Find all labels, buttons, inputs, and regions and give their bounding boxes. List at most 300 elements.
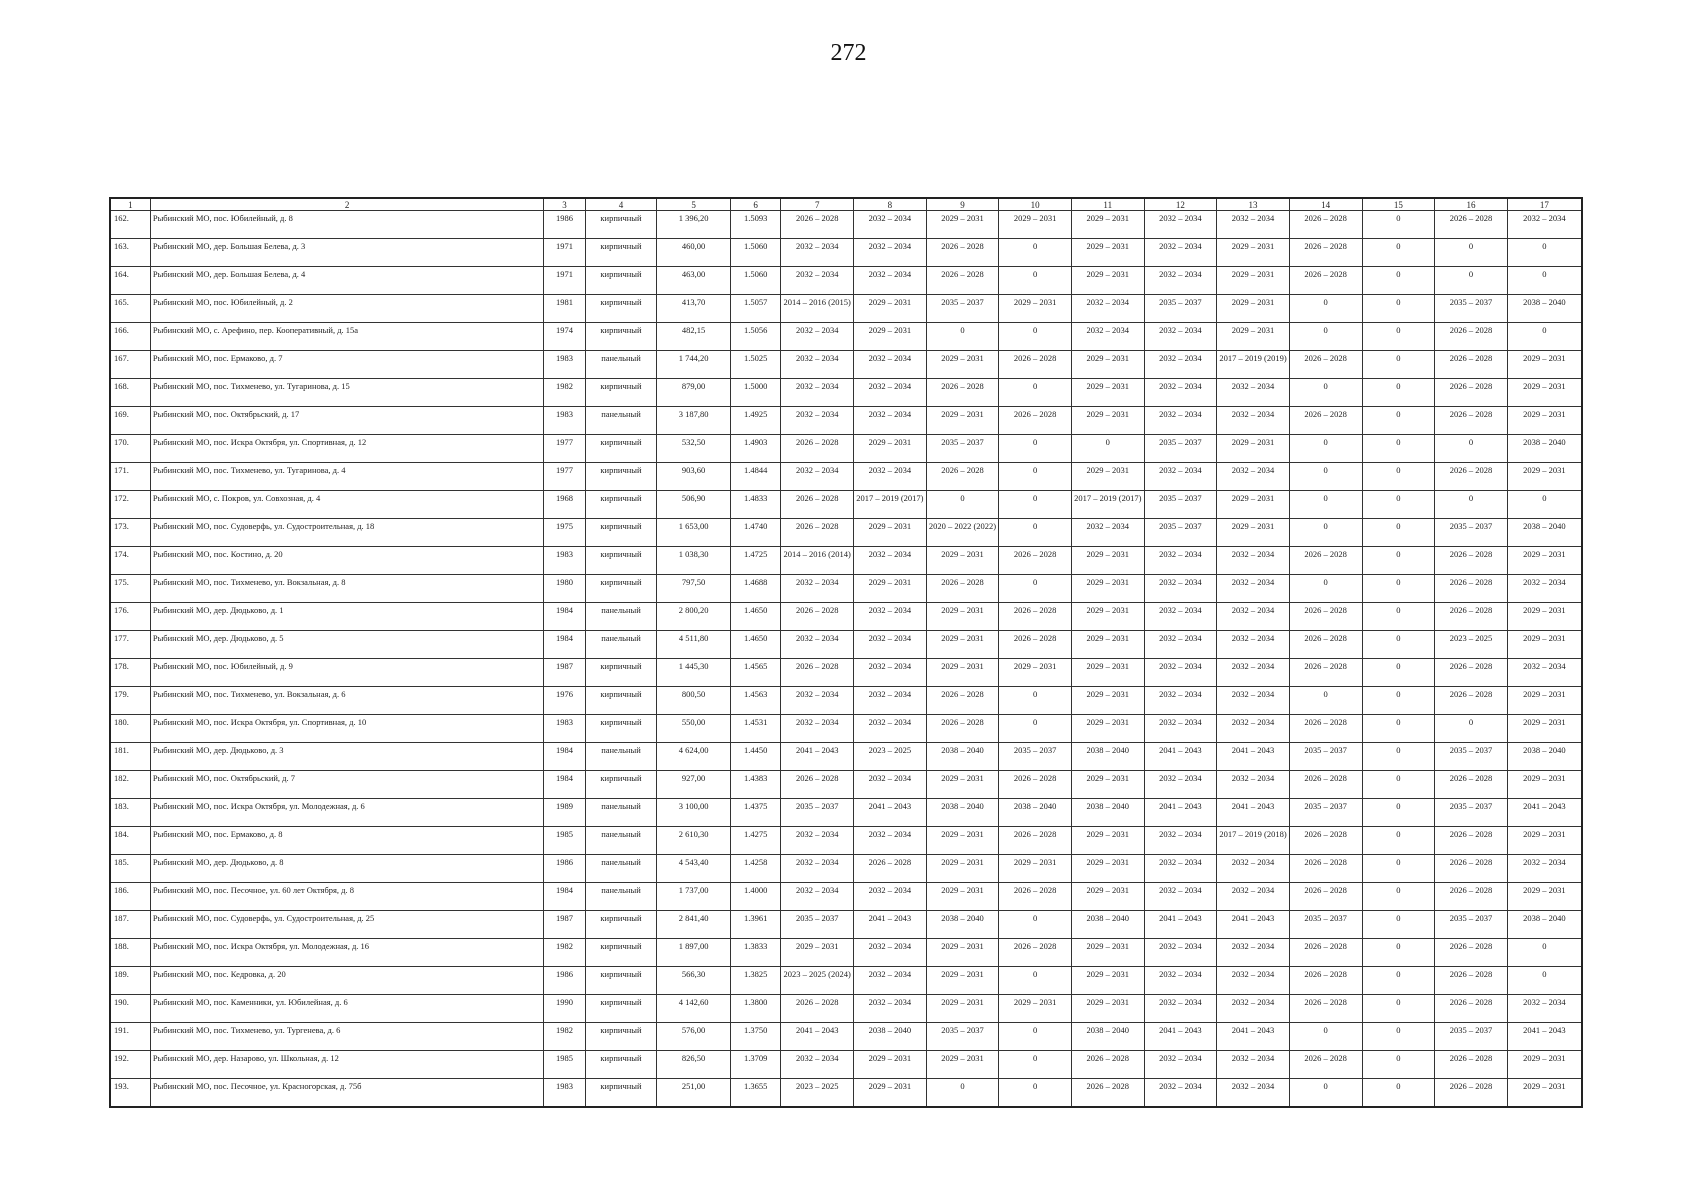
table-cell-col-17: 2032 – 2034	[1507, 995, 1582, 1023]
table-row	[110, 379, 1582, 407]
table-cell-col-17: 0	[1507, 967, 1582, 995]
table-cell-col-4: кирпичный	[585, 211, 657, 239]
table-cell-col-10: 2026 – 2028	[999, 407, 1072, 435]
table-cell-col-13: 2032 – 2034	[1217, 715, 1290, 743]
table-cell-col-9: 2035 – 2037	[926, 1023, 999, 1051]
table-cell-col-11: 2038 – 2040	[1071, 799, 1144, 827]
table-cell-col-13: 2017 – 2019 (2018)	[1217, 827, 1290, 855]
table-cell-col-14: 2035 – 2037	[1289, 743, 1362, 771]
table-cell-col-14: 2026 – 2028	[1289, 351, 1362, 379]
table-cell-col-12: 2032 – 2034	[1144, 463, 1217, 491]
table-cell-col-1: 163.	[110, 239, 150, 267]
housing-repair-schedule-table	[109, 197, 1583, 1108]
table-cell-col-14: 0	[1289, 323, 1362, 351]
table-cell-col-15: 0	[1362, 911, 1435, 939]
table-cell-col-4: кирпичный	[585, 323, 657, 351]
table-cell-col-15: 0	[1362, 1051, 1435, 1079]
table-cell-col-12: 2032 – 2034	[1144, 883, 1217, 911]
table-cell-col-8: 2038 – 2040	[854, 1023, 927, 1051]
table-cell-col-3: 1983	[544, 1079, 585, 1107]
table-cell-col-2: Рыбинский МО, дер. Большая Белева, д. 3	[150, 239, 543, 267]
table-cell-col-4: кирпичный	[585, 1051, 657, 1079]
table-cell-col-10: 0	[999, 435, 1072, 463]
table-cell-col-3: 1974	[544, 323, 585, 351]
table-cell-col-17: 0	[1507, 939, 1582, 967]
table-cell-col-10: 2029 – 2031	[999, 211, 1072, 239]
table-cell-col-14: 2026 – 2028	[1289, 239, 1362, 267]
table-cell-col-10: 2029 – 2031	[999, 995, 1072, 1023]
column-header-1: 1	[110, 198, 150, 211]
table-cell-col-3: 1971	[544, 239, 585, 267]
table-cell-col-7: 2032 – 2034	[781, 715, 854, 743]
table-cell-col-16: 0	[1435, 715, 1508, 743]
table-cell-col-17: 2032 – 2034	[1507, 659, 1582, 687]
table-cell-col-3: 1971	[544, 267, 585, 295]
table-cell-col-3: 1985	[544, 1051, 585, 1079]
table-cell-col-12: 2035 – 2037	[1144, 491, 1217, 519]
table-cell-col-4: панельный	[585, 351, 657, 379]
table-cell-col-6: 1.4275	[730, 827, 780, 855]
table-cell-col-12: 2032 – 2034	[1144, 967, 1217, 995]
table-cell-col-8: 2032 – 2034	[854, 687, 927, 715]
table-cell-col-7: 2032 – 2034	[781, 631, 854, 659]
table-cell-col-10: 0	[999, 911, 1072, 939]
table-cell-col-16: 2035 – 2037	[1435, 743, 1508, 771]
table-cell-col-5: 1 396,20	[657, 211, 731, 239]
table-cell-col-4: кирпичный	[585, 267, 657, 295]
table-cell-col-12: 2032 – 2034	[1144, 771, 1217, 799]
table-row	[110, 911, 1582, 939]
table-row	[110, 267, 1582, 295]
table-cell-col-12: 2032 – 2034	[1144, 323, 1217, 351]
table-cell-col-14: 0	[1289, 295, 1362, 323]
table-cell-col-2: Рыбинский МО, с. Арефино, пер. Кооперативный, д. 15а	[150, 323, 543, 351]
table-cell-col-12: 2035 – 2037	[1144, 295, 1217, 323]
table-cell-col-10: 2026 – 2028	[999, 547, 1072, 575]
table-cell-col-1: 175.	[110, 575, 150, 603]
table-cell-col-17: 2032 – 2034	[1507, 575, 1582, 603]
table-cell-col-14: 2026 – 2028	[1289, 995, 1362, 1023]
table-cell-col-9: 2029 – 2031	[926, 855, 999, 883]
table-cell-col-2: Рыбинский МО, пос. Искра Октября, ул. Спортивная, д. 10	[150, 715, 543, 743]
table-cell-col-13: 2032 – 2034	[1217, 379, 1290, 407]
table-cell-col-16: 2035 – 2037	[1435, 911, 1508, 939]
table-cell-col-4: кирпичный	[585, 435, 657, 463]
table-cell-col-6: 1.5060	[730, 267, 780, 295]
table-cell-col-7: 2026 – 2028	[781, 211, 854, 239]
table-cell-col-16: 0	[1435, 491, 1508, 519]
table-cell-col-2: Рыбинский МО, пос. Тихменево, ул. Тугаринова, д. 15	[150, 379, 543, 407]
table-row	[110, 855, 1582, 883]
table-cell-col-16: 2026 – 2028	[1435, 211, 1508, 239]
table-cell-col-17: 0	[1507, 267, 1582, 295]
table-cell-col-17: 2029 – 2031	[1507, 771, 1582, 799]
table-cell-col-14: 0	[1289, 491, 1362, 519]
table-cell-col-5: 463,00	[657, 267, 731, 295]
table-cell-col-4: кирпичный	[585, 1079, 657, 1107]
table-cell-col-14: 2026 – 2028	[1289, 827, 1362, 855]
table-cell-col-5: 460,00	[657, 239, 731, 267]
table-cell-col-8: 2032 – 2034	[854, 967, 927, 995]
table-cell-col-13: 2032 – 2034	[1217, 883, 1290, 911]
column-header-9: 9	[926, 198, 999, 211]
table-cell-col-1: 185.	[110, 855, 150, 883]
table-cell-col-3: 1986	[544, 211, 585, 239]
table-cell-col-12: 2032 – 2034	[1144, 603, 1217, 631]
table-cell-col-4: кирпичный	[585, 687, 657, 715]
table-cell-col-17: 2038 – 2040	[1507, 519, 1582, 547]
table-cell-col-6: 1.4844	[730, 463, 780, 491]
table-cell-col-4: кирпичный	[585, 1023, 657, 1051]
table-cell-col-10: 0	[999, 379, 1072, 407]
table-cell-col-10: 0	[999, 463, 1072, 491]
column-header-6: 6	[730, 198, 780, 211]
table-row	[110, 1023, 1582, 1051]
table-cell-col-8: 2032 – 2034	[854, 883, 927, 911]
table-cell-col-6: 1.5093	[730, 211, 780, 239]
table-cell-col-17: 2041 – 2043	[1507, 1023, 1582, 1051]
table-cell-col-6: 1.3655	[730, 1079, 780, 1107]
table-row	[110, 799, 1582, 827]
table-cell-col-17: 0	[1507, 491, 1582, 519]
table-cell-col-11: 2029 – 2031	[1071, 239, 1144, 267]
table-cell-col-3: 1982	[544, 379, 585, 407]
table-cell-col-6: 1.3800	[730, 995, 780, 1023]
table-cell-col-15: 0	[1362, 295, 1435, 323]
table-cell-col-7: 2032 – 2034	[781, 407, 854, 435]
table-cell-col-16: 2026 – 2028	[1435, 463, 1508, 491]
table-cell-col-16: 0	[1435, 239, 1508, 267]
table-cell-col-10: 2026 – 2028	[999, 827, 1072, 855]
table-cell-col-11: 2029 – 2031	[1071, 463, 1144, 491]
table-cell-col-2: Рыбинский МО, дер. Дюдьково, д. 5	[150, 631, 543, 659]
table-cell-col-10: 0	[999, 687, 1072, 715]
table-cell-col-14: 2026 – 2028	[1289, 967, 1362, 995]
table-cell-col-7: 2032 – 2034	[781, 239, 854, 267]
table-cell-col-7: 2041 – 2043	[781, 743, 854, 771]
table-cell-col-16: 2035 – 2037	[1435, 1023, 1508, 1051]
table-cell-col-17: 2029 – 2031	[1507, 631, 1582, 659]
table-row	[110, 771, 1582, 799]
table-row	[110, 967, 1582, 995]
table-cell-col-13: 2032 – 2034	[1217, 575, 1290, 603]
table-cell-col-13: 2032 – 2034	[1217, 967, 1290, 995]
table-cell-col-5: 903,60	[657, 463, 731, 491]
table-cell-col-4: кирпичный	[585, 295, 657, 323]
table-cell-col-5: 4 543,40	[657, 855, 731, 883]
table-cell-col-11: 2029 – 2031	[1071, 603, 1144, 631]
table-cell-col-13: 2041 – 2043	[1217, 911, 1290, 939]
table-cell-col-17: 2038 – 2040	[1507, 743, 1582, 771]
table-cell-col-13: 2032 – 2034	[1217, 659, 1290, 687]
table-cell-col-14: 0	[1289, 575, 1362, 603]
table-cell-col-16: 2026 – 2028	[1435, 659, 1508, 687]
table-cell-col-10: 0	[999, 323, 1072, 351]
table-cell-col-6: 1.4650	[730, 631, 780, 659]
table-cell-col-9: 2029 – 2031	[926, 351, 999, 379]
table-cell-col-4: панельный	[585, 407, 657, 435]
table-cell-col-13: 2032 – 2034	[1217, 687, 1290, 715]
table-cell-col-6: 1.4565	[730, 659, 780, 687]
table-cell-col-11: 2029 – 2031	[1071, 855, 1144, 883]
table-cell-col-14: 2026 – 2028	[1289, 407, 1362, 435]
table-cell-col-17: 2032 – 2034	[1507, 211, 1582, 239]
table-cell-col-8: 2041 – 2043	[854, 911, 927, 939]
table-cell-col-2: Рыбинский МО, дер. Назарово, ул. Школьная, д. 12	[150, 1051, 543, 1079]
table-cell-col-6: 1.4688	[730, 575, 780, 603]
table-cell-col-9: 2026 – 2028	[926, 267, 999, 295]
table-cell-col-1: 179.	[110, 687, 150, 715]
table-cell-col-1: 172.	[110, 491, 150, 519]
table-cell-col-11: 2038 – 2040	[1071, 911, 1144, 939]
table-cell-col-16: 2026 – 2028	[1435, 995, 1508, 1023]
table-row	[110, 883, 1582, 911]
table-cell-col-1: 167.	[110, 351, 150, 379]
table-cell-col-13: 2029 – 2031	[1217, 239, 1290, 267]
table-cell-col-2: Рыбинский МО, пос. Юбилейный, д. 2	[150, 295, 543, 323]
table-cell-col-16: 2035 – 2037	[1435, 519, 1508, 547]
table-cell-col-7: 2026 – 2028	[781, 995, 854, 1023]
table-cell-col-1: 166.	[110, 323, 150, 351]
column-header-10: 10	[999, 198, 1072, 211]
table-cell-col-7: 2032 – 2034	[781, 351, 854, 379]
table-cell-col-5: 566,30	[657, 967, 731, 995]
table-cell-col-3: 1984	[544, 883, 585, 911]
table-cell-col-15: 0	[1362, 211, 1435, 239]
table-cell-col-9: 2035 – 2037	[926, 435, 999, 463]
table-cell-col-2: Рыбинский МО, пос. Тихменево, ул. Тугаринова, д. 4	[150, 463, 543, 491]
table-cell-col-5: 826,50	[657, 1051, 731, 1079]
table-row	[110, 1051, 1582, 1079]
table-cell-col-10: 0	[999, 575, 1072, 603]
table-cell-col-16: 2026 – 2028	[1435, 883, 1508, 911]
table-cell-col-7: 2026 – 2028	[781, 491, 854, 519]
table-row	[110, 743, 1582, 771]
table-cell-col-7: 2032 – 2034	[781, 883, 854, 911]
table-cell-col-5: 482,15	[657, 323, 731, 351]
table-cell-col-8: 2032 – 2034	[854, 351, 927, 379]
table-cell-col-10: 0	[999, 1051, 1072, 1079]
column-header-17: 17	[1507, 198, 1582, 211]
table-cell-col-5: 1 744,20	[657, 351, 731, 379]
table-cell-col-3: 1982	[544, 1023, 585, 1051]
column-header-4: 4	[585, 198, 657, 211]
table-cell-col-7: 2032 – 2034	[781, 323, 854, 351]
table-cell-col-4: кирпичный	[585, 659, 657, 687]
table-cell-col-4: кирпичный	[585, 575, 657, 603]
table-cell-col-10: 2026 – 2028	[999, 883, 1072, 911]
table-cell-col-3: 1982	[544, 939, 585, 967]
table-cell-col-7: 2026 – 2028	[781, 603, 854, 631]
table-cell-col-10: 2026 – 2028	[999, 631, 1072, 659]
table-cell-col-9: 2029 – 2031	[926, 883, 999, 911]
table-cell-col-5: 800,50	[657, 687, 731, 715]
table-cell-col-1: 164.	[110, 267, 150, 295]
table-cell-col-9: 2029 – 2031	[926, 771, 999, 799]
table-row	[110, 323, 1582, 351]
table-cell-col-10: 2026 – 2028	[999, 771, 1072, 799]
table-cell-col-16: 2026 – 2028	[1435, 1051, 1508, 1079]
table-row	[110, 407, 1582, 435]
table-cell-col-9: 2026 – 2028	[926, 715, 999, 743]
table-cell-col-6: 1.4650	[730, 603, 780, 631]
table-cell-col-14: 2026 – 2028	[1289, 603, 1362, 631]
table-cell-col-13: 2041 – 2043	[1217, 1023, 1290, 1051]
table-cell-col-10: 2026 – 2028	[999, 351, 1072, 379]
table-cell-col-9: 2029 – 2031	[926, 603, 999, 631]
table-cell-col-6: 1.4450	[730, 743, 780, 771]
table-cell-col-16: 2026 – 2028	[1435, 407, 1508, 435]
table-cell-col-6: 1.5057	[730, 295, 780, 323]
table-cell-col-13: 2041 – 2043	[1217, 743, 1290, 771]
table-cell-col-16: 2026 – 2028	[1435, 379, 1508, 407]
table-cell-col-5: 4 624,00	[657, 743, 731, 771]
table-cell-col-11: 2038 – 2040	[1071, 1023, 1144, 1051]
table-cell-col-6: 1.3961	[730, 911, 780, 939]
table-cell-col-3: 1975	[544, 519, 585, 547]
table-cell-col-6: 1.4725	[730, 547, 780, 575]
table-cell-col-7: 2026 – 2028	[781, 519, 854, 547]
column-header-16: 16	[1435, 198, 1508, 211]
table-cell-col-12: 2032 – 2034	[1144, 631, 1217, 659]
table-cell-col-13: 2029 – 2031	[1217, 323, 1290, 351]
table-cell-col-5: 1 038,30	[657, 547, 731, 575]
table-cell-col-11: 2026 – 2028	[1071, 1051, 1144, 1079]
table-cell-col-13: 2041 – 2043	[1217, 799, 1290, 827]
table-cell-col-11: 2029 – 2031	[1071, 547, 1144, 575]
table-row	[110, 603, 1582, 631]
column-header-3: 3	[544, 198, 585, 211]
table-cell-col-6: 1.3709	[730, 1051, 780, 1079]
table-cell-col-12: 2032 – 2034	[1144, 827, 1217, 855]
table-cell-col-8: 2032 – 2034	[854, 379, 927, 407]
table-cell-col-5: 251,00	[657, 1079, 731, 1107]
table-cell-col-7: 2035 – 2037	[781, 799, 854, 827]
table-cell-col-2: Рыбинский МО, пос. Ермаково, д. 8	[150, 827, 543, 855]
table-cell-col-3: 1977	[544, 435, 585, 463]
table-cell-col-12: 2032 – 2034	[1144, 715, 1217, 743]
table-cell-col-7: 2032 – 2034	[781, 575, 854, 603]
table-cell-col-10: 2029 – 2031	[999, 855, 1072, 883]
column-header-5: 5	[657, 198, 731, 211]
table-cell-col-13: 2032 – 2034	[1217, 631, 1290, 659]
table-cell-col-1: 191.	[110, 1023, 150, 1051]
table-cell-col-8: 2029 – 2031	[854, 295, 927, 323]
table-cell-col-8: 2041 – 2043	[854, 799, 927, 827]
table-cell-col-5: 413,70	[657, 295, 731, 323]
table-cell-col-3: 1989	[544, 799, 585, 827]
table-cell-col-5: 4 511,80	[657, 631, 731, 659]
table-cell-col-17: 2029 – 2031	[1507, 715, 1582, 743]
table-cell-col-6: 1.4925	[730, 407, 780, 435]
table-cell-col-11: 2029 – 2031	[1071, 715, 1144, 743]
table-cell-col-17: 2029 – 2031	[1507, 1079, 1582, 1107]
table-cell-col-10: 0	[999, 1023, 1072, 1051]
table-cell-col-12: 2032 – 2034	[1144, 407, 1217, 435]
table-cell-col-4: кирпичный	[585, 967, 657, 995]
table-row	[110, 631, 1582, 659]
table-cell-col-1: 188.	[110, 939, 150, 967]
table-cell-col-12: 2032 – 2034	[1144, 267, 1217, 295]
table-cell-col-17: 0	[1507, 323, 1582, 351]
table-cell-col-15: 0	[1362, 463, 1435, 491]
table-cell-col-8: 2032 – 2034	[854, 463, 927, 491]
table-cell-col-11: 2029 – 2031	[1071, 939, 1144, 967]
table-cell-col-8: 2032 – 2034	[854, 267, 927, 295]
table-cell-col-1: 184.	[110, 827, 150, 855]
table-row	[110, 435, 1582, 463]
table-cell-col-6: 1.4740	[730, 519, 780, 547]
table-cell-col-5: 506,90	[657, 491, 731, 519]
table-cell-col-14: 0	[1289, 687, 1362, 715]
table-cell-col-15: 0	[1362, 379, 1435, 407]
table-cell-col-3: 1986	[544, 855, 585, 883]
table-cell-col-16: 2026 – 2028	[1435, 827, 1508, 855]
table-cell-col-7: 2032 – 2034	[781, 379, 854, 407]
table-cell-col-8: 2032 – 2034	[854, 211, 927, 239]
table-cell-col-7: 2032 – 2034	[781, 463, 854, 491]
table-cell-col-1: 162.	[110, 211, 150, 239]
table-cell-col-9: 2026 – 2028	[926, 687, 999, 715]
table-cell-col-13: 2032 – 2034	[1217, 547, 1290, 575]
table-cell-col-1: 169.	[110, 407, 150, 435]
table-cell-col-1: 170.	[110, 435, 150, 463]
table-cell-col-13: 2029 – 2031	[1217, 435, 1290, 463]
table-cell-col-7: 2014 – 2016 (2014)	[781, 547, 854, 575]
table-cell-col-15: 0	[1362, 771, 1435, 799]
table-cell-col-4: кирпичный	[585, 519, 657, 547]
table-cell-col-11: 2029 – 2031	[1071, 351, 1144, 379]
table-cell-col-2: Рыбинский МО, пос. Октябрьский, д. 7	[150, 771, 543, 799]
table-cell-col-2: Рыбинский МО, дер. Дюдьково, д. 1	[150, 603, 543, 631]
table-cell-col-7: 2026 – 2028	[781, 435, 854, 463]
table-cell-col-4: кирпичный	[585, 715, 657, 743]
table-cell-col-1: 176.	[110, 603, 150, 631]
table-cell-col-4: кирпичный	[585, 911, 657, 939]
table-cell-col-7: 2032 – 2034	[781, 827, 854, 855]
table-cell-col-15: 0	[1362, 995, 1435, 1023]
table-cell-col-4: панельный	[585, 827, 657, 855]
table-cell-col-11: 2029 – 2031	[1071, 211, 1144, 239]
table-cell-col-6: 1.4375	[730, 799, 780, 827]
table-cell-col-10: 0	[999, 519, 1072, 547]
table-cell-col-8: 2032 – 2034	[854, 659, 927, 687]
table-row	[110, 715, 1582, 743]
table-cell-col-16: 2026 – 2028	[1435, 939, 1508, 967]
table-cell-col-3: 1987	[544, 659, 585, 687]
table-cell-col-13: 2029 – 2031	[1217, 491, 1290, 519]
table-cell-col-3: 1984	[544, 743, 585, 771]
table-cell-col-14: 0	[1289, 1023, 1362, 1051]
table-cell-col-2: Рыбинский МО, пос. Юбилейный, д. 9	[150, 659, 543, 687]
table-cell-col-12: 2041 – 2043	[1144, 1023, 1217, 1051]
table-cell-col-6: 1.5060	[730, 239, 780, 267]
table-cell-col-5: 4 142,60	[657, 995, 731, 1023]
table-cell-col-13: 2032 – 2034	[1217, 1051, 1290, 1079]
table-cell-col-12: 2032 – 2034	[1144, 379, 1217, 407]
table-cell-col-15: 0	[1362, 687, 1435, 715]
table-cell-col-16: 2026 – 2028	[1435, 603, 1508, 631]
table-cell-col-2: Рыбинский МО, с. Покров, ул. Совхозная, д. 4	[150, 491, 543, 519]
table-cell-col-7: 2026 – 2028	[781, 771, 854, 799]
table-cell-col-11: 2029 – 2031	[1071, 575, 1144, 603]
table-cell-col-1: 190.	[110, 995, 150, 1023]
table-cell-col-12: 2032 – 2034	[1144, 659, 1217, 687]
table-row	[110, 659, 1582, 687]
table-cell-col-17: 2038 – 2040	[1507, 435, 1582, 463]
table-cell-col-13: 2032 – 2034	[1217, 855, 1290, 883]
table-cell-col-9: 2026 – 2028	[926, 379, 999, 407]
